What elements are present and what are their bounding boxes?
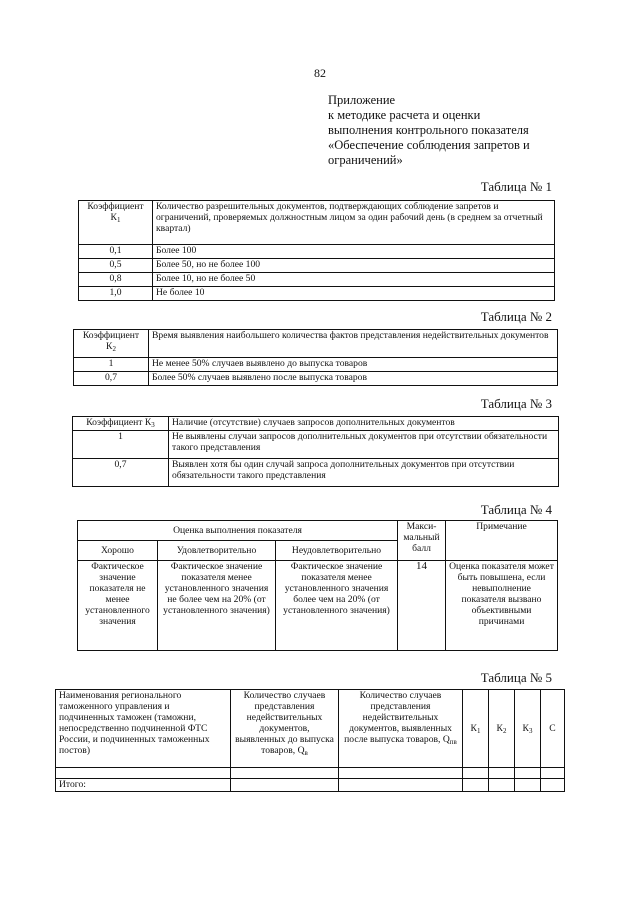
table-cell: Не более 10 bbox=[153, 287, 555, 301]
appendix-line: к методике расчета и оценки bbox=[328, 108, 481, 122]
table5-caption: Таблица № 5 bbox=[480, 670, 552, 685]
table4 bbox=[77, 520, 558, 651]
page-number: 82 bbox=[314, 66, 326, 80]
table-cell: Более 50% случаев выявлено после выпуска товаров bbox=[149, 372, 558, 386]
table-cell: 0,1 bbox=[79, 245, 153, 259]
table-cell bbox=[231, 779, 339, 792]
table-cell: Не менее 50% случаев выявлено до выпуска товаров bbox=[149, 358, 558, 372]
table-cell: Более 10, но не более 50 bbox=[153, 273, 555, 287]
table1 bbox=[78, 200, 555, 301]
table4-header-eval: Оценка выполнения показателя bbox=[78, 521, 398, 541]
table5-total-label: Итого: bbox=[56, 779, 231, 792]
table4-caption: Таблица № 4 bbox=[480, 502, 552, 517]
table-cell bbox=[339, 779, 463, 792]
table-cell: Более 100 bbox=[153, 245, 555, 259]
table-cell bbox=[489, 779, 515, 792]
table5-col-before-release: Количество случаев представления недействительных документов, выявленных до выпуска товаров, $Q_в$ bbox=[231, 690, 339, 768]
table-cell bbox=[231, 768, 339, 779]
table4-cell-satisfactory: Фактическое значение показателя менее установленного значения не более чем на 20% (от установленного значения) bbox=[158, 561, 276, 651]
table4-cell-max: 14 bbox=[398, 561, 446, 651]
table1-header-desc: Количество разрешительных документов, подтверждающих соблюдение запретов и ограничений, проверяемых должностным лицом за один рабочий день (в среднем за отчетный квартал) bbox=[153, 201, 555, 245]
table1-header-coef: Коэффициент $К_1$ bbox=[79, 201, 153, 245]
table4-cell-note: Оценка показателя может быть повышена, если невыполнение показателя вызвано объективными причинами bbox=[446, 561, 558, 651]
table-cell bbox=[541, 768, 565, 779]
table5-col-k2: $К_2$ bbox=[489, 690, 515, 768]
table-cell: 0,5 bbox=[79, 259, 153, 273]
table2-caption: Таблица № 2 bbox=[480, 309, 552, 324]
table4-cell-unsatisfactory: Фактическое значение показателя менее установленного значения более чем на 20% (от установленного значения) bbox=[276, 561, 398, 651]
table-cell: 0,7 bbox=[74, 372, 149, 386]
table3-caption: Таблица № 3 bbox=[480, 396, 552, 411]
table4-col-good: Хорошо bbox=[78, 541, 158, 561]
table-cell: 0,7 bbox=[73, 459, 169, 487]
table3-header-coef: Коэффициент $К_3$ bbox=[73, 417, 169, 431]
table-cell bbox=[515, 768, 541, 779]
table-cell: 1 bbox=[74, 358, 149, 372]
table-cell bbox=[463, 768, 489, 779]
appendix-header bbox=[328, 93, 578, 168]
appendix-line: Приложение bbox=[328, 93, 396, 107]
table5-col-c: С bbox=[541, 690, 565, 768]
table-cell: 1 bbox=[73, 431, 169, 459]
table4-col-satisfactory: Удовлетворительно bbox=[158, 541, 276, 561]
table3-header-desc: Наличие (отсутствие) случаев запросов дополнительных документов bbox=[169, 417, 559, 431]
table-cell bbox=[515, 779, 541, 792]
table-cell: Более 50, но не более 100 bbox=[153, 259, 555, 273]
appendix-line: ограничений» bbox=[328, 153, 403, 167]
appendix-line: выполнения контрольного показателя bbox=[328, 123, 529, 137]
table5-col-k1: $К_1$ bbox=[463, 690, 489, 768]
table5-col-after-release: Количество случаев представления недействительных документов, выявленных после выпуска товаров, $Q_{пв}$ bbox=[339, 690, 463, 768]
table-cell bbox=[541, 779, 565, 792]
appendix-line: «Обеспечение соблюдения запретов и bbox=[328, 138, 530, 152]
table5 bbox=[55, 689, 565, 792]
table4-col-unsatisfactory: Неудовлетворительно bbox=[276, 541, 398, 561]
table4-cell-good: Фактическое значение показателя не менее установленного значения bbox=[78, 561, 158, 651]
table-cell bbox=[339, 768, 463, 779]
table-cell: 0,8 bbox=[79, 273, 153, 287]
table-cell bbox=[489, 768, 515, 779]
table5-col-k3: $К_3$ bbox=[515, 690, 541, 768]
table2 bbox=[73, 329, 558, 386]
table-cell bbox=[56, 768, 231, 779]
table2-header-desc: Время выявления наибольшего количества фактов представления недействительных документов bbox=[149, 330, 558, 358]
table4-header-note: Примечание bbox=[446, 521, 558, 561]
table-cell: 1,0 bbox=[79, 287, 153, 301]
table2-header-coef: Коэффициент $К_2$ bbox=[74, 330, 149, 358]
table1-caption: Таблица № 1 bbox=[480, 179, 552, 194]
table3 bbox=[72, 416, 559, 487]
table-cell bbox=[463, 779, 489, 792]
table5-col-name: Наименования регионального таможенного управления и подчиненных таможен (таможни, непосредственно подчиненной ФТС России, и подчиненных таможенных постов) bbox=[56, 690, 231, 768]
table-cell: Выявлен хотя бы один случай запроса дополнительных документов при отсутствии обязательности такого представления bbox=[169, 459, 559, 487]
table4-header-max: Макси-мальный балл bbox=[398, 521, 446, 561]
table-cell: Не выявлены случаи запросов дополнительных документов при отсутствии обязательности такого представления bbox=[169, 431, 559, 459]
